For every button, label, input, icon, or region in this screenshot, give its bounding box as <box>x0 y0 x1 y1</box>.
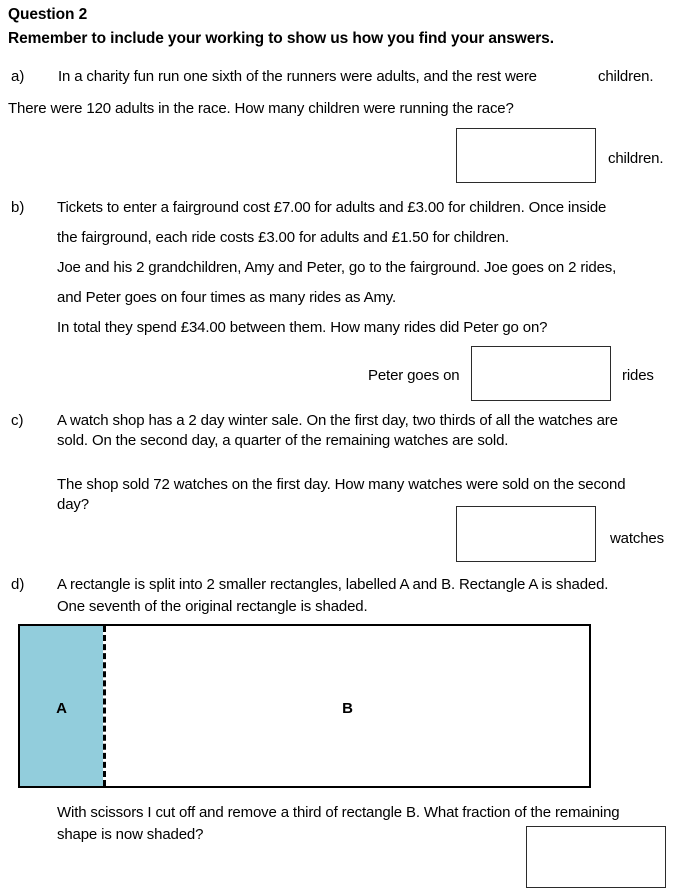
answer-prefix-b: Peter goes on <box>368 367 460 384</box>
part-d-line3: With scissors I cut off and remove a third of rectangle B. What fraction of the remaining <box>57 804 620 821</box>
page-title: Question 2 <box>8 6 88 23</box>
part-label-d: d) <box>11 576 25 593</box>
part-label-a: a) <box>11 68 25 85</box>
part-a-line2: There were 120 adults in the race. How many children were running the race? <box>8 100 514 117</box>
page-subtitle: Remember to include your working to show us how you find your answers. <box>8 30 554 47</box>
part-b-line1: Tickets to enter a fairground cost £7.00 for adults and £3.00 for children. Once inside <box>57 199 607 216</box>
answer-box-d[interactable] <box>526 826 666 888</box>
rectangle-diagram <box>18 624 591 788</box>
part-b-line5: In total they spend £34.00 between them. How many rides did Peter go on? <box>57 319 548 336</box>
part-d-line1: A rectangle is split into 2 smaller rectangles, labelled A and B. Rectangle A is shaded. <box>57 576 609 593</box>
part-d-line4: shape is now shaded? <box>57 826 204 843</box>
answer-unit-b: rides <box>622 367 654 384</box>
part-c-line2: sold. On the second day, a quarter of the remaining watches are sold. <box>57 432 509 449</box>
answer-box-c[interactable] <box>456 506 596 562</box>
part-b-line3: Joe and his 2 grandchildren, Amy and Peter, go to the fairground. Joe goes on 2 rides, <box>57 259 617 276</box>
part-c-line3: The shop sold 72 watches on the first day. How many watches were sold on the second <box>57 476 626 493</box>
answer-unit-a: children. <box>608 150 664 167</box>
part-label-b: b) <box>11 199 25 216</box>
part-b-line2: the fairground, each ride costs £3.00 for adults and £1.50 for children. <box>57 229 509 246</box>
answer-unit-c: watches <box>610 530 664 547</box>
part-a-line1-tail: children. <box>598 68 654 85</box>
rectangle-label-b: B <box>342 700 353 717</box>
part-d-line2: One seventh of the original rectangle is shaded. <box>57 598 368 615</box>
part-a-line1: In a charity fun run one sixth of the runners were adults, and the rest were <box>58 68 537 85</box>
rectangle-label-a: A <box>56 700 67 717</box>
answer-box-a[interactable] <box>456 128 596 183</box>
part-c-line4: day? <box>57 496 89 513</box>
part-b-line4: and Peter goes on four times as many rides as Amy. <box>57 289 397 306</box>
answer-box-b[interactable] <box>471 346 611 401</box>
part-label-c: c) <box>11 412 24 429</box>
part-c-line1: A watch shop has a 2 day winter sale. On the first day, two thirds of all the watches are <box>57 412 618 429</box>
